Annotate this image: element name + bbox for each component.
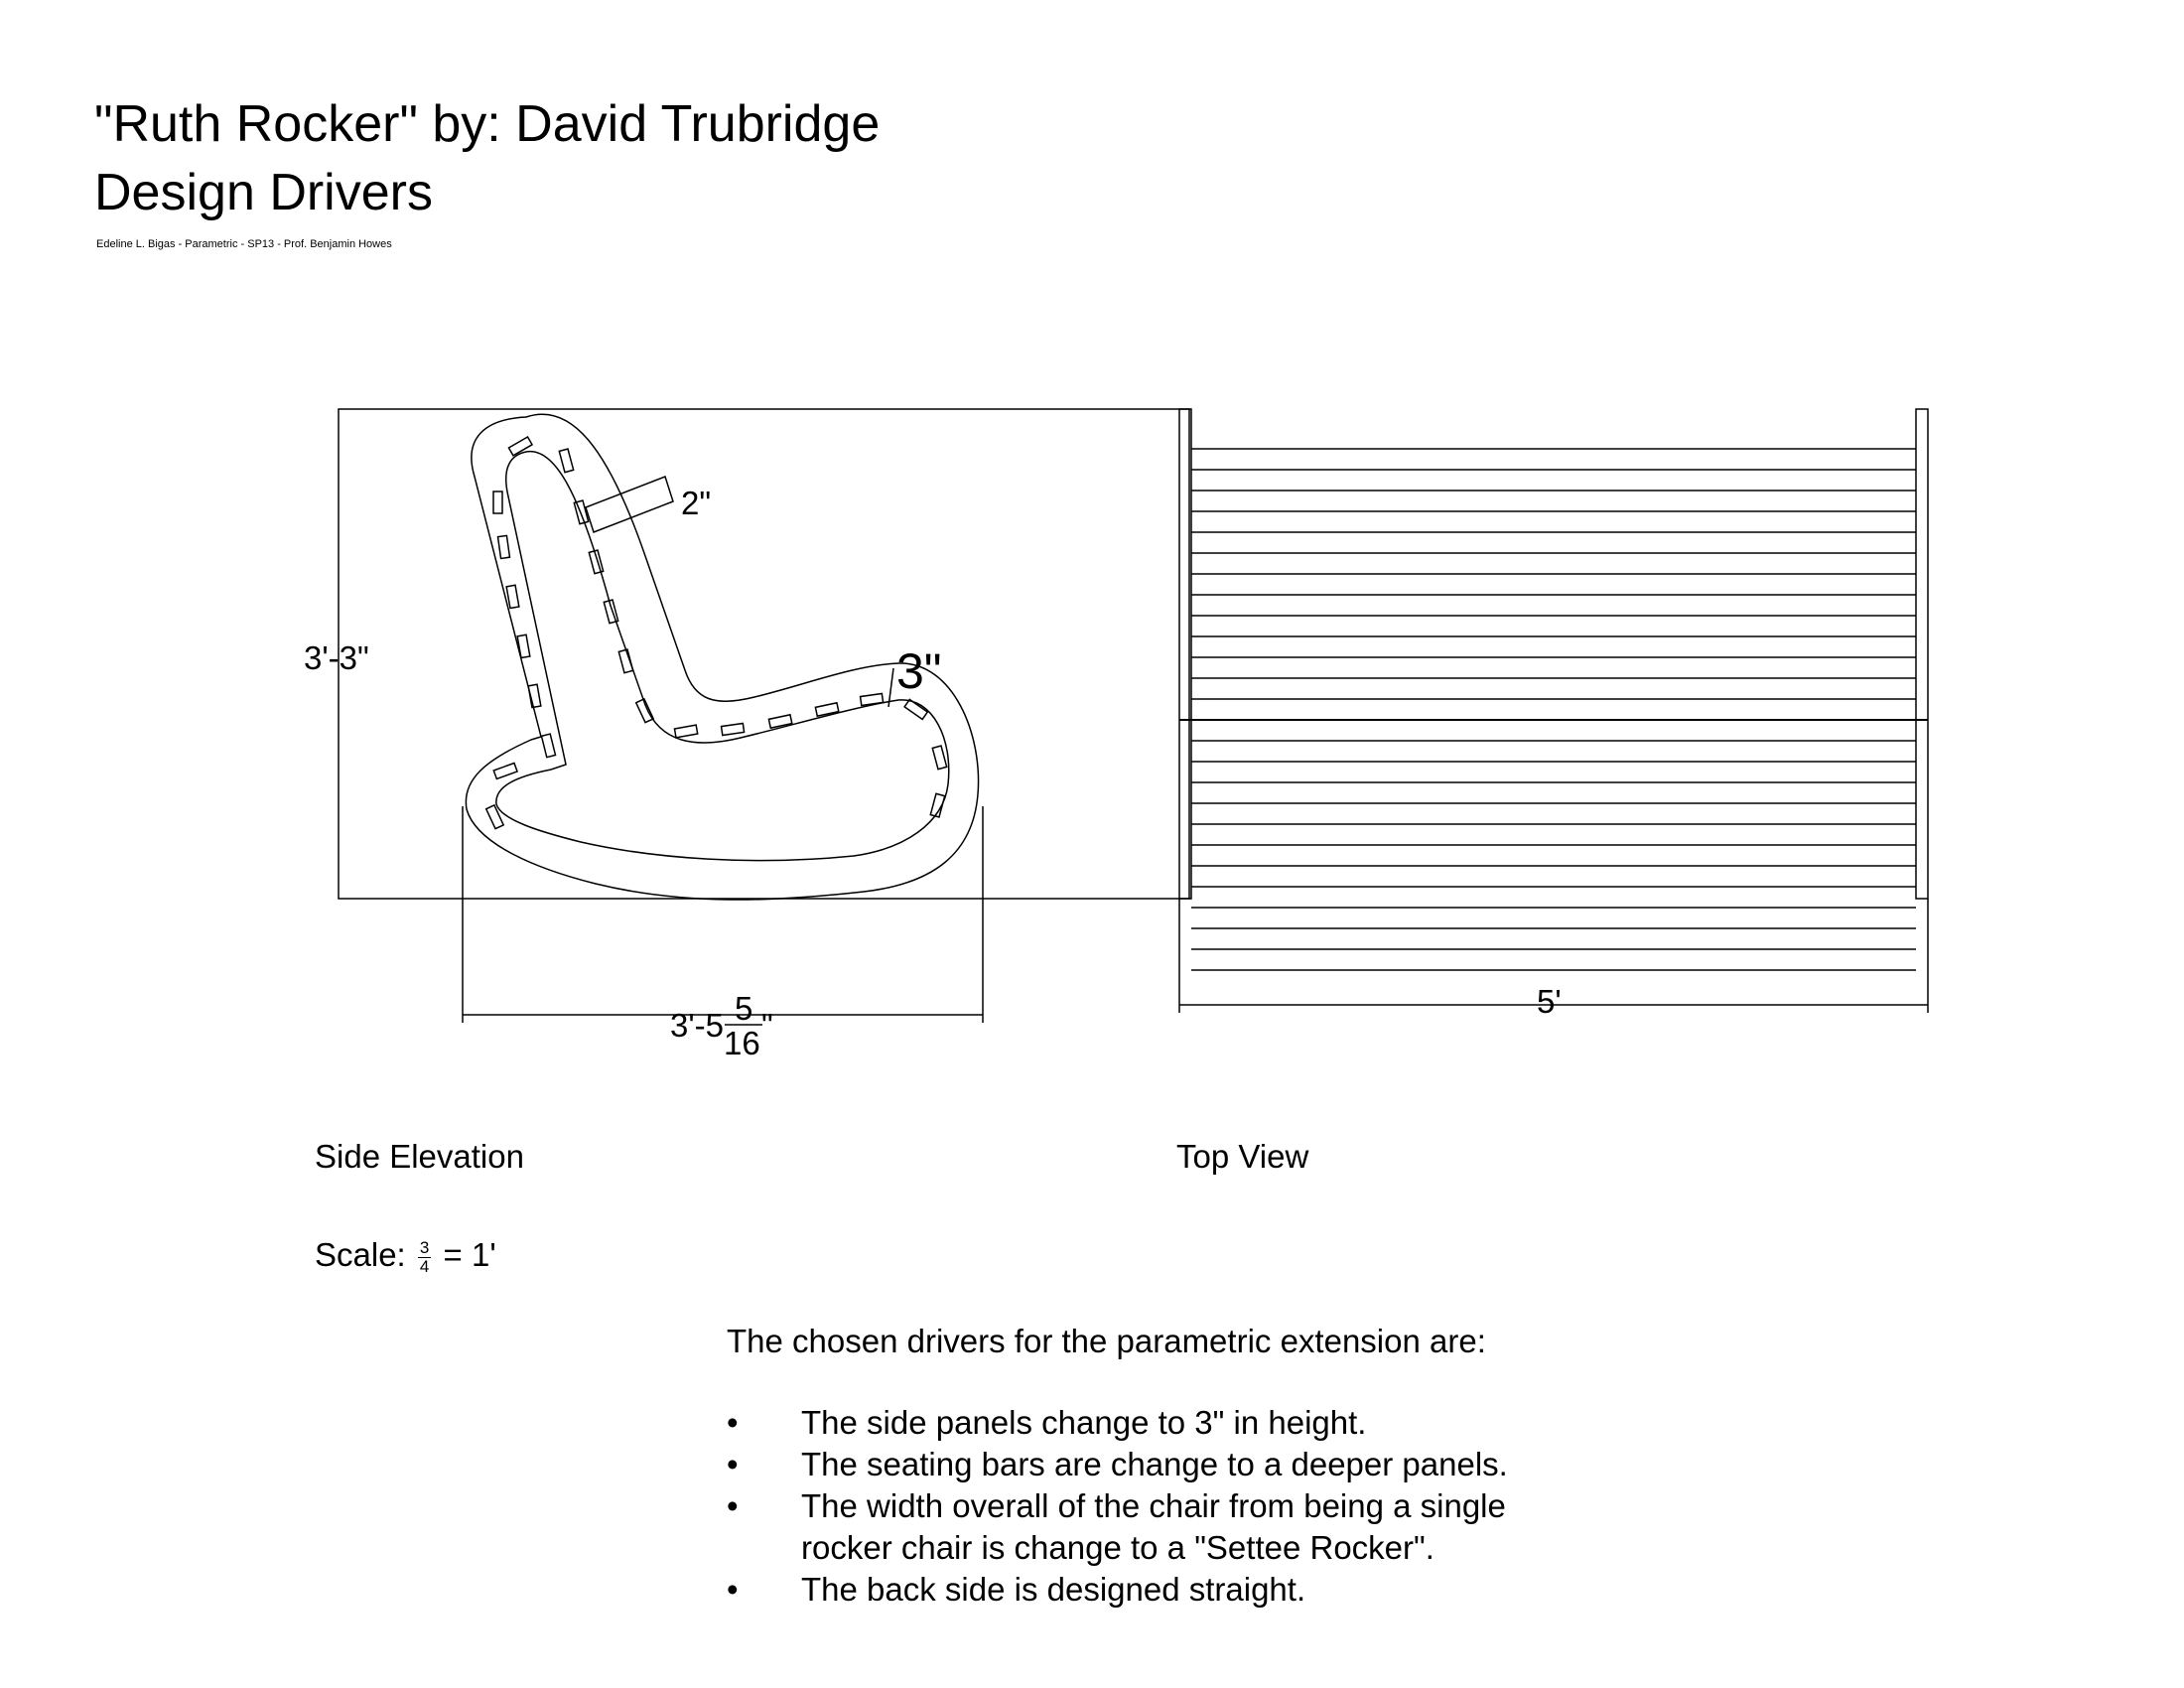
top-view-caption: Top View <box>1176 1138 1309 1175</box>
list-item <box>727 1402 1595 1444</box>
top-view-right-panel <box>1916 409 1928 899</box>
drawing-subtitle: Design Drivers <box>94 164 433 221</box>
width-dimension-whole: 3'-5 <box>670 1007 724 1044</box>
scale-label: Scale: <box>315 1236 406 1273</box>
side-elevation-view <box>339 409 1189 1023</box>
width-dimension-inch: " <box>761 1007 773 1044</box>
bullet-icon: • <box>727 1446 739 1482</box>
width-dimension-numerator: 5 <box>735 990 753 1027</box>
drawing-title: "Ruth Rocker" by: David Trubridge <box>94 95 881 153</box>
side-elevation-caption: Side Elevation <box>315 1138 524 1175</box>
scale-fraction <box>418 1239 431 1276</box>
list-item-text: The width overall of the chair from being a single rocker chair is change to a "Settee Rocker". <box>801 1487 1506 1566</box>
list-item <box>727 1444 1595 1485</box>
scale-denominator: 4 <box>419 1256 430 1276</box>
new-panel-dimension-label: 3" <box>896 643 942 699</box>
list-item-text: The side panels change to 3" in height. <box>801 1404 1367 1441</box>
width-dimension-denominator: 16 <box>724 1025 760 1061</box>
scale-note <box>315 1236 496 1276</box>
height-dimension-label: 3'-3" <box>304 639 369 676</box>
panel-dimension-label: 2" <box>681 485 712 521</box>
list-item-text: The back side is designed straight. <box>801 1571 1306 1608</box>
top-width-dimension-label: 5' <box>1537 983 1562 1020</box>
bullet-icon: • <box>727 1571 739 1608</box>
panel-dimension-marker <box>586 477 673 532</box>
rocker-inner-outline <box>496 452 949 861</box>
list-item <box>727 1485 1595 1569</box>
list-item-text: The seating bars are change to a deeper panels. <box>801 1446 1508 1482</box>
bullet-icon: • <box>727 1487 739 1524</box>
side-elevation-frame <box>339 409 1189 899</box>
notes-list <box>727 1402 1595 1611</box>
bullet-icon: • <box>727 1404 739 1441</box>
seating-bars <box>1179 449 1928 970</box>
notes-intro: The chosen drivers for the parametric extension are: <box>727 1323 1486 1359</box>
design-notes <box>727 1321 1595 1611</box>
scale-rest: = 1' <box>443 1236 496 1273</box>
scale-numerator: 3 <box>419 1237 430 1257</box>
list-item <box>727 1569 1595 1611</box>
author-credit: Edeline L. Bigas - Parametric - SP13 - Prof. Benjamin Howes <box>96 238 392 250</box>
top-view <box>1179 409 1928 1013</box>
